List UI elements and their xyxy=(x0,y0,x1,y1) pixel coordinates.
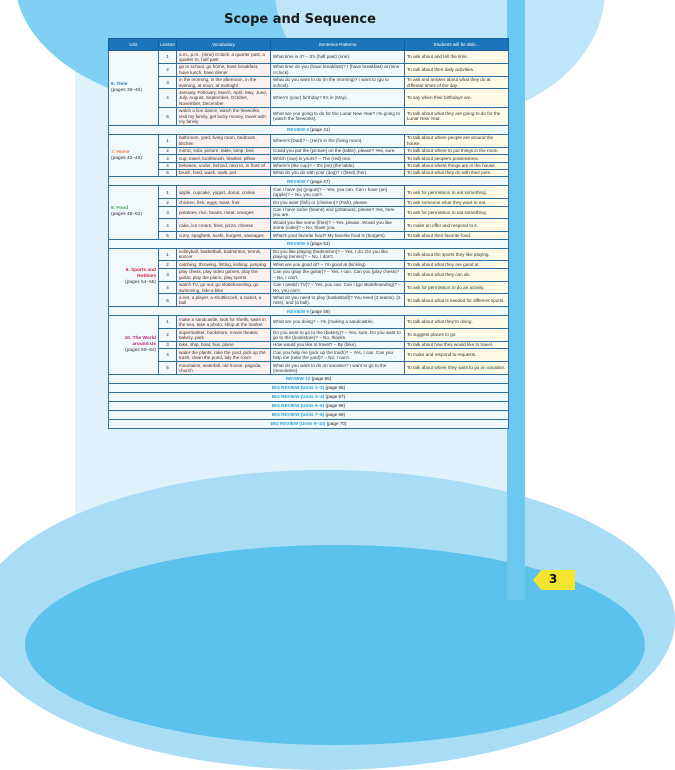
lesson-number: 5 xyxy=(159,169,177,176)
lesson-number: 5 xyxy=(159,362,177,375)
unit-cell xyxy=(109,186,159,239)
lesson-number: 2 xyxy=(159,329,177,342)
table-row xyxy=(109,51,509,64)
vocabulary-cell: a.m., p.m., (nine) o'clock, a quarter past, a quarter to, half past xyxy=(177,51,271,64)
table-row xyxy=(109,107,509,125)
scope-sequence-table xyxy=(108,38,509,429)
table-row xyxy=(109,316,509,329)
review-cell xyxy=(109,125,509,134)
sentence-pattern-cell: Where's (Dad)? – (He)'s in the (living room). xyxy=(271,134,405,147)
big-review-label: BIG REVIEW (Units 9–10) xyxy=(270,421,326,427)
students-objective-cell: To ask about and tell the time. xyxy=(405,51,509,64)
big-review-row xyxy=(109,383,509,392)
table-row xyxy=(109,294,509,307)
lesson-number: 2 xyxy=(159,261,177,268)
students-objective-cell: To make and respond to requests. xyxy=(405,349,509,362)
unit-name: 6. Time xyxy=(111,81,128,87)
vocabulary-cell: bike, ship, boat, bus, plane xyxy=(177,341,271,348)
review-cell xyxy=(109,307,509,316)
vocabulary-cell: potatoes, rice, beans, meat, oranges xyxy=(177,206,271,219)
students-objective-cell: To ask for permission to do an activity. xyxy=(405,281,509,294)
vocabulary-cell: make a sandcastle, look for shells, swim in the sea, take a photo, shop at the market xyxy=(177,316,271,329)
review-row xyxy=(109,177,509,186)
unit-cell xyxy=(109,248,159,307)
vocabulary-cell: January, February, March, April, May, June, July, August, September, October, November, December xyxy=(177,89,271,107)
lesson-number: 3 xyxy=(159,155,177,162)
vocabulary-cell: apple, cupcake, yogurt, donut, cookie xyxy=(177,186,271,199)
big-review-page: (page 66) xyxy=(325,385,346,391)
page-edge-band xyxy=(507,0,525,600)
sentence-pattern-cell: When's (your) birthday? It's in (May). xyxy=(271,89,405,107)
column-header-unit: Unit xyxy=(109,39,159,51)
students-objective-cell: To talk about what they are going to do for the Lunar New Year. xyxy=(405,107,509,125)
table-row xyxy=(109,89,509,107)
table-row xyxy=(109,248,509,261)
sentence-pattern-cell: What's your favorite food? My favorite food is (burgers). xyxy=(271,232,405,239)
lesson-number: 3 xyxy=(159,76,177,89)
vocabulary-cell: brush, feed, wash, walk, pet xyxy=(177,169,271,176)
vocabulary-cell: chicken, fish, eggs, toast, fruit xyxy=(177,199,271,206)
column-header-lesson: Lesson xyxy=(159,39,177,51)
table-row xyxy=(109,329,509,342)
students-objective-cell: To talk about what is needed for different sports. xyxy=(405,294,509,307)
sentence-pattern-cell: Where's (the cup)? – It's (on) (the table). xyxy=(271,162,405,169)
vocabulary-cell: a net, a player, a shuttlecock, a racket, a ball xyxy=(177,294,271,307)
lesson-number: 2 xyxy=(159,147,177,154)
sentence-pattern-cell: What are you doing? – I'm (making a sandcastle). xyxy=(271,316,405,329)
table-row xyxy=(109,281,509,294)
table-row xyxy=(109,362,509,375)
students-objective-cell: To talk about what they're doing. xyxy=(405,316,509,329)
table-row xyxy=(109,186,509,199)
students-objective-cell: To make an offer and respond to it. xyxy=(405,219,509,232)
students-objective-cell: To talk about where things are in the house. xyxy=(405,162,509,169)
table-row xyxy=(109,63,509,76)
unit-cell xyxy=(109,134,159,176)
lesson-number: 5 xyxy=(159,107,177,125)
table-row xyxy=(109,162,509,169)
students-objective-cell: To talk about people's possessions. xyxy=(405,155,509,162)
students-objective-cell: To suggest places to go. xyxy=(405,329,509,342)
review-label: REVIEW 9 xyxy=(287,308,309,314)
sentence-pattern-cell: How would you like to travel? – By (bike). xyxy=(271,341,405,348)
lesson-number: 4 xyxy=(159,349,177,362)
big-review-page: (page 67) xyxy=(325,394,346,400)
review-label: REVIEW 8 xyxy=(287,240,309,246)
review-page: (page 59) xyxy=(310,308,330,314)
review-page: (page 41) xyxy=(310,127,330,133)
vocabulary-cell: mirror, sofa, picture, table, lamp, bed xyxy=(177,147,271,154)
sentence-pattern-cell: What do you want to do (in the morning)? I want to (go to school). xyxy=(271,76,405,89)
students-objective-cell: To talk about how they would like to travel. xyxy=(405,341,509,348)
page-title: Scope and Sequence xyxy=(224,12,376,27)
review-label: REVIEW 6 xyxy=(287,127,309,133)
sentence-pattern-cell: Could you put the (picture) on the (table), please? Yes, sure. xyxy=(271,147,405,154)
unit-pages: (pages 48–52) xyxy=(111,212,142,218)
big-review-page: (page 68) xyxy=(325,403,346,409)
students-objective-cell: To ask for permission to eat something. xyxy=(405,186,509,199)
table-row xyxy=(109,219,509,232)
vocabulary-cell: between, under, behind, next to, in front of xyxy=(177,162,271,169)
review-cell xyxy=(109,177,509,186)
unit-pages: (pages 54–58) xyxy=(125,280,156,286)
big-review-row xyxy=(109,392,509,401)
sentence-pattern-cell: What are you good at? – I'm good at (kicking). xyxy=(271,261,405,268)
unit-pages: (pages 42–46) xyxy=(111,155,142,161)
vocabulary-cell: catching, throwing, hitting, kicking, jumping xyxy=(177,261,271,268)
sentence-pattern-cell: Can I have some (beans) and (potatoes), please? Yes, here you are. xyxy=(271,206,405,219)
vocabulary-cell: play chess, play video games, play the guitar, play the piano, play sports xyxy=(177,268,271,281)
big-review-cell xyxy=(109,383,509,392)
big-review-row xyxy=(109,410,509,419)
unit-name: 7. Home xyxy=(111,149,130,155)
table-row xyxy=(109,76,509,89)
sentence-pattern-cell: What do you do with your (dog)? I (feed) (her). xyxy=(271,169,405,176)
vocabulary-cell: supermarket, bookstore, movie theater, bakery, park xyxy=(177,329,271,342)
lesson-number: 3 xyxy=(159,268,177,281)
unit-pages: (pages 36–40) xyxy=(111,87,142,93)
vocabulary-cell: water the plants, rake the yard, pick up the trash, clean the pond, tidy the room xyxy=(177,349,271,362)
table-row xyxy=(109,232,509,239)
column-header-sentence-patterns: Sentence Patterns xyxy=(271,39,405,51)
lesson-number: 1 xyxy=(159,51,177,64)
review-cell xyxy=(109,239,509,248)
lesson-number: 1 xyxy=(159,186,177,199)
sentence-pattern-cell: Would you like some (fries)? – Yes, please. Would you like some (cake)? – No, thank you. xyxy=(271,219,405,232)
vocabulary-cell: watch TV, go out, go skateboarding, go swimming, ride a bike xyxy=(177,281,271,294)
students-objective-cell: To talk about their daily activities. xyxy=(405,63,509,76)
table-row xyxy=(109,134,509,147)
table-row xyxy=(109,147,509,154)
review-page: (page 53) xyxy=(310,240,330,246)
big-review-label: BIG REVIEW (Units 7–8) xyxy=(271,412,325,418)
vocabulary-cell: cup, towel, toothbrush, blanket, pillow xyxy=(177,155,271,162)
sentence-pattern-cell: Can I (watch TV)? – Yes, you can. Can I (go skateboarding)? – No, you can't. xyxy=(271,281,405,294)
students-objective-cell: To talk about where people are around the house. xyxy=(405,134,509,147)
sentence-pattern-cell: Can you (play the guitar)? – Yes, I can. Can you (play chess)? – No, I can't. xyxy=(271,268,405,281)
review-page: (page 47) xyxy=(310,178,330,184)
lesson-number: 4 xyxy=(159,281,177,294)
lesson-number: 3 xyxy=(159,206,177,219)
table-row xyxy=(109,206,509,219)
sentence-pattern-cell: What are you going to do for the Lunar New Year? I'm going to (watch the fireworks). xyxy=(271,107,405,125)
table-row xyxy=(109,169,509,176)
sentence-pattern-cell: What do you need to play (basketball)? You need (2 teams), (2 nets), and (a ball). xyxy=(271,294,405,307)
table-row xyxy=(109,199,509,206)
big-review-label: BIG REVIEW (Units 5–6) xyxy=(271,403,325,409)
vocabulary-cell: cake, ice cream, fries, pizza, cheese xyxy=(177,219,271,232)
unit-cell xyxy=(109,316,159,375)
sentence-pattern-cell: Can I have (a) (yogurt)? – Yes, you can. Can I have (an) (apple)? – No, you can't. xyxy=(271,186,405,199)
table-row xyxy=(109,341,509,348)
big-review-page: (page 69) xyxy=(325,412,346,418)
review-row xyxy=(109,239,509,248)
vocabulary-cell: go to school, go home, have breakfast, have lunch, have dinner xyxy=(177,63,271,76)
big-review-cell xyxy=(109,392,509,401)
unit-name: 9. Sports and Hobbies xyxy=(125,268,156,280)
vocabulary-cell: mountains, waterfall, old house, pagoda, church xyxy=(177,362,271,375)
table-row xyxy=(109,268,509,281)
lesson-number: 4 xyxy=(159,219,177,232)
sentence-pattern-cell: Do you want to go to the (bakery)? – Yes, sure. Do you want to go to the (bookstore)? – No, thanks. xyxy=(271,329,405,342)
table-header-row xyxy=(109,39,509,51)
column-header-students-will-be-able: Students will be able... xyxy=(405,39,509,51)
students-objective-cell: To talk about what they can do. xyxy=(405,268,509,281)
lesson-number: 1 xyxy=(159,134,177,147)
sentence-pattern-cell: What time do you (have breakfast)? I (have breakfast) at (nine o'clock). xyxy=(271,63,405,76)
review-cell xyxy=(109,374,509,383)
review-row xyxy=(109,307,509,316)
big-review-cell xyxy=(109,410,509,419)
big-review-cell xyxy=(109,419,509,428)
lesson-number: 1 xyxy=(159,248,177,261)
unit-name: 8. Food xyxy=(111,206,129,212)
table-row xyxy=(109,261,509,268)
sentence-pattern-cell: Do you like playing (badminton)? – Yes, I do. Do you like playing (tennis)? – No, I don't. xyxy=(271,248,405,261)
table-row xyxy=(109,349,509,362)
lesson-number: 5 xyxy=(159,294,177,307)
unit-name: 10. The World around Us xyxy=(124,336,156,348)
review-row xyxy=(109,125,509,134)
students-objective-cell: To talk about what they do with their pets. xyxy=(405,169,509,176)
review-label: REVIEW 10 xyxy=(285,376,311,382)
column-header-vocabulary: Vocabulary xyxy=(177,39,271,51)
sentence-pattern-cell: What time is it? – It's (half past) (one). xyxy=(271,51,405,64)
big-review-row xyxy=(109,401,509,410)
lesson-number: 1 xyxy=(159,316,177,329)
table-row xyxy=(109,155,509,162)
lesson-number: 2 xyxy=(159,199,177,206)
big-review-label: BIG REVIEW (Units 3–4) xyxy=(271,394,325,400)
students-objective-cell: To ask someone what they want to eat. xyxy=(405,199,509,206)
lesson-number: 4 xyxy=(159,162,177,169)
students-objective-cell: To ask for permission to eat something. xyxy=(405,206,509,219)
vocabulary-cell: volleyball, basketball, badminton, tennis, soccer xyxy=(177,248,271,261)
sentence-pattern-cell: Can you help me (pick up the trash)? – Yes, I can. Can you help me (rake the yard)? – No, I can't. xyxy=(271,349,405,362)
vocabulary-cell: bathroom, yard, living room, bedroom, kitchen xyxy=(177,134,271,147)
students-objective-cell: To say when their birthdays are. xyxy=(405,89,509,107)
page-number-tab xyxy=(533,570,575,590)
unit-cell xyxy=(109,51,159,126)
big-review-cell xyxy=(109,401,509,410)
page-number: 3 xyxy=(549,572,558,586)
big-review-page: (page 70) xyxy=(326,421,347,427)
unit-pages: (pages 60–64) xyxy=(125,348,156,354)
lesson-number: 5 xyxy=(159,232,177,239)
sentence-pattern-cell: What do you want to do on vacation? I want to go to the (mountains). xyxy=(271,362,405,375)
sentence-pattern-cell: Do you want (fish) or (chicken)? (Fish), please. xyxy=(271,199,405,206)
lesson-number: 2 xyxy=(159,63,177,76)
lesson-number: 3 xyxy=(159,341,177,348)
vocabulary-cell: watch a lion dance, watch the fireworks, visit my family, get lucky money, travel with my family xyxy=(177,107,271,125)
review-row xyxy=(109,374,509,383)
vocabulary-cell: in the morning, in the afternoon, in the evening, at noon, at midnight xyxy=(177,76,271,89)
students-objective-cell: To talk about their favorite food. xyxy=(405,232,509,239)
document-page xyxy=(75,0,558,600)
sentence-pattern-cell: Which (cup) is yours? – The (red) one. xyxy=(271,155,405,162)
review-page: (page 65) xyxy=(311,376,332,382)
students-objective-cell: To talk about the sports they like playing. xyxy=(405,248,509,261)
big-review-label: BIG REVIEW (Units 1–2) xyxy=(271,385,325,391)
vocabulary-cell: curry, spaghetti, sushi, burgers, sausages xyxy=(177,232,271,239)
students-objective-cell: To talk about where to put things in the room. xyxy=(405,147,509,154)
review-label: REVIEW 7 xyxy=(287,178,309,184)
big-review-row xyxy=(109,419,509,428)
lesson-number: 4 xyxy=(159,89,177,107)
students-objective-cell: To talk about where they want to go on vacation. xyxy=(405,362,509,375)
students-objective-cell: To ask and answer about what they do at different times of the day. xyxy=(405,76,509,89)
students-objective-cell: To talk about what they are good at. xyxy=(405,261,509,268)
